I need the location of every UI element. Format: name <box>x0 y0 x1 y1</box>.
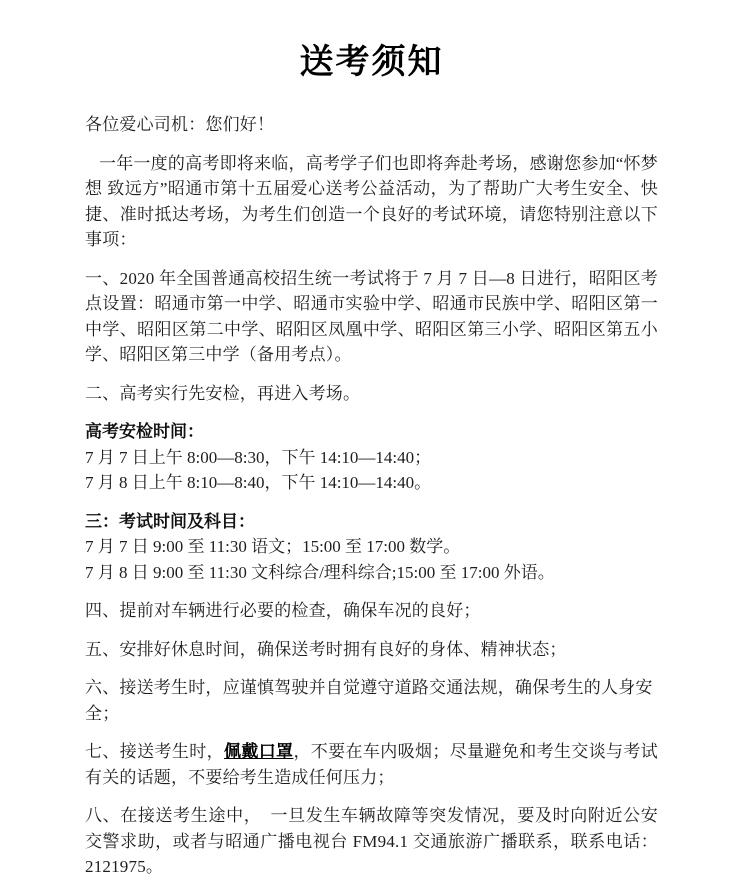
item-1-exam-sites: 一、2020 年全国普通高校招生统一考试将于 7 月 7 日—8 日进行，昭阳区考点设置：昭通市第一中学、昭通市实验中学、昭通市民族中学、昭阳区第一中学、昭阳区第二中学、昭阳区凤凰中学、昭阳区第三小学、昭阳区第五小学、昭阳区第三中学（备用考点）。 <box>85 268 658 364</box>
intro-paragraph: 一年一度的高考即将来临，高考学子们也即将奔赴考场，感谢您参加“怀梦想 致远方”昭通市第十五届爱心送考公益活动，为了帮助广大考生安全、快捷、准时抵达考场，为考生们创造一个良好的考试环境，请您特别注意以下事项： <box>85 153 658 249</box>
item-7-mask-emphasis: 佩戴口罩 <box>223 742 294 761</box>
item-7-suffix: ，不要在车内吸烟；尽量避免和考生交谈与考试有关的话题，不要给考生造成任何压力； <box>85 742 658 787</box>
exam-schedule-line-day2: 7 月 8 日 9:00 至 11:30 文科综合/理科综合;15:00 至 17:00 外语。 <box>85 562 555 582</box>
item-8-emergency-contact: 八、在接送考生途中， 一旦发生车辆故障等突发情况，要及时向附近公安交警求助，或者与昭通广播电视台 FM94.1 交通旅游广播联系，联系电话：2121975。 <box>85 806 658 876</box>
security-check-heading: 高考安检时间： <box>85 422 204 441</box>
exam-schedule-section <box>85 509 658 586</box>
exam-schedule-heading: 三：考试时间及科目： <box>85 511 255 531</box>
security-check-line-day2: 7 月 8 日上午 8:10—8:40，下午 14:10—14:40。 <box>85 473 432 492</box>
document-title: 送考须知 <box>299 43 444 81</box>
greeting-line: 各位爱心司机：您们好！ <box>85 115 275 134</box>
exam-schedule-line-day1: 7 月 7 日 9:00 至 11:30 语文；15:00 至 17:00 数学。 <box>85 537 461 556</box>
item-6-safe-driving: 六、接送考生时，应谨慎驾驶并自觉遵守道路交通法规，确保考生的人身安全； <box>85 678 653 723</box>
security-check-times-section <box>85 419 658 496</box>
item-2-security-first: 二、高考实行先安检，再进入考场。 <box>85 383 361 403</box>
item-7-mask-no-smoking <box>85 739 658 790</box>
item-7-prefix: 七、接送考生时， <box>85 742 224 761</box>
item-5-rest-well: 五、安排好休息时间，确保送考时拥有良好的身体、精神状态； <box>85 639 567 659</box>
security-check-line-day1: 7 月 7 日上午 8:00—8:30，下午 14:10—14:40； <box>85 447 432 467</box>
item-4-vehicle-check: 四、提前对车辆进行必要的检查，确保车况的良好； <box>85 601 481 620</box>
